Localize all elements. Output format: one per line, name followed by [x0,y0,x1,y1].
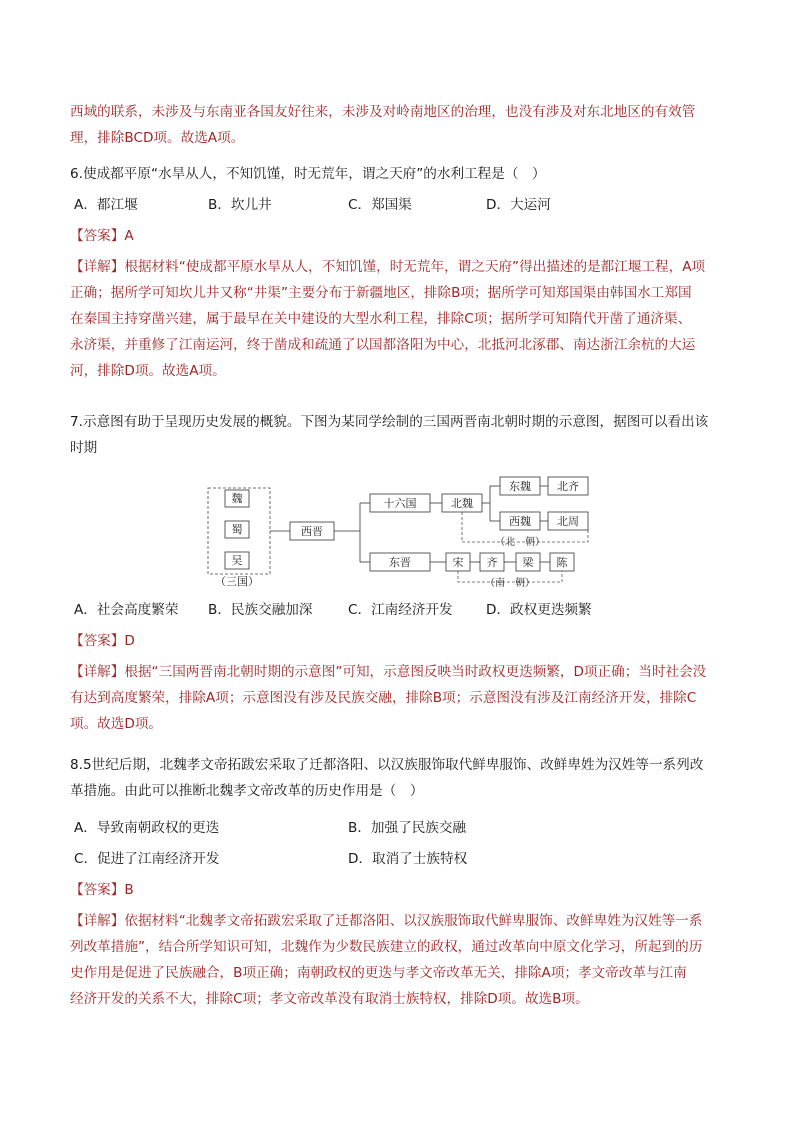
detail-text: 河，排除D项。故选A项。 [70,363,226,379]
dynasty-diagram [200,470,600,595]
beizhou-label: 北周 [557,515,579,528]
nanchao-label: （南 朝） [485,578,535,589]
detail-text: 史作用是促进了民族融合，B项正确；南朝政权的更迭与孝文帝改革无关，排除A项；孝文帝改革与江南 [70,965,687,981]
answer-label: 【答案】 [70,633,125,649]
detail-text: 永济渠，并重修了江南运河，终于凿成和疏通了以国都洛阳为中心，北抵河北涿郡、南达浙江余杭的大运 [70,337,696,353]
beiwei-label: 北魏 [451,497,473,510]
detail-text: 正确；据所学可知坎儿井又称“井渠”主要分布于新疆地区，排除B项；据所学可知郑国渠由韩国水工郑国 [70,285,692,301]
q6-question [70,161,730,187]
q6-options [74,192,674,218]
detail-text: 经济开发的关系不大，排除C项；孝文帝改革没有取消士族特权，排除D项。故选B项。 [70,991,589,1007]
xijin-label: 西晋 [301,525,323,538]
q6-answer [70,223,730,249]
detail-text: 根据材料“使成都平原水旱从人，不知饥馑，时无荒年，谓之天府”得出描述的是都江堰工程，A项 [124,259,706,275]
q8-question [70,752,730,804]
option-d: D．大运河 [486,197,551,213]
dongjin-label: 东晋 [389,556,411,569]
q7-detail [70,659,730,737]
wei-label: 魏 [231,492,243,505]
question-text: 8.5世纪后期，北魏孝文帝拓跋宏采取了迁都洛阳、以汉族服饰取代鲜卑服饰、改鲜卑姓为汉姓等一系列改 [70,757,704,773]
answer-label: 【答案】 [70,228,125,244]
q7-options [74,597,674,623]
q7-question [70,409,730,461]
option-b: B．民族交融加深 [208,602,313,618]
chen-label: 陈 [556,556,568,569]
question-text: 6.使成都平原“水旱从人，不知饥馑，时无荒年，谓之天府”的水利工程是（ ） [70,166,546,182]
answer-value: D [124,633,135,649]
option-d: D．政权更迭频繁 [486,602,592,618]
detail-text: 项。故选D项。 [70,716,163,732]
song-label: 宋 [452,556,464,569]
q8-answer [70,877,730,903]
q8-detail [70,908,730,1012]
detail-text: 在秦国主持穿凿兴建，属于最早在关中建设的大型水利工程，排除C项；据所学可知隋代开凿了通济渠、 [70,311,692,327]
detail-label: 【详解】 [70,259,125,275]
option-a: A．都江堰 [74,197,138,213]
wu-label: 吴 [231,554,243,567]
text-line: 西域的联系，未涉及与东南亚各国友好往来，未涉及对岭南地区的治理，也没有涉及对东北地区的有效管 [70,104,696,120]
question-text: 7.示意图有助于呈现历史发展的概貌。下图为某同学绘制的三国两晋南北朝时期的示意图，据图可以看出该 [70,414,709,430]
option-a: A．社会高度繁荣 [74,602,179,618]
option-d: D．取消了士族特权 [348,851,468,867]
detail-label: 【详解】 [70,664,125,680]
option-b: B．坎儿井 [208,197,272,213]
option-c: C．促进了江南经济开发 [74,851,220,867]
answer-value: B [124,882,134,898]
dongwei-label: 东魏 [509,480,531,493]
detail-text: 有达到高度繁荣，排除A项；示意图没有涉及民族交融，排除B项；示意图没有涉及江南经济开发，排除C [70,690,697,706]
q8-options-row2 [74,846,674,872]
option-b: B．加强了民族交融 [348,820,467,836]
detail-text: 列改革措施”，结合所学知识可知，北魏作为少数民族建立的政权，通过改革向中原文化学习，所起到的历 [70,939,703,955]
xiwei-label: 西魏 [509,515,531,528]
answer-value: A [124,228,134,244]
detail-text: 根据“三国两晋南北朝时期的示意图”可知，示意图反映当时政权更迭频繁，D项正确；当时社会没 [124,664,707,680]
q6-detail [70,254,730,384]
answer-label: 【答案】 [70,882,125,898]
liang-label: 梁 [522,556,534,569]
question-text: 时期 [70,440,98,456]
option-a: A．导致南朝政权的更迭 [74,820,220,836]
q7-answer [70,628,730,654]
question-text: 革措施。由此可以推断北魏孝文帝改革的历史作用是（ ） [70,783,424,799]
q8-options-row1 [74,815,674,841]
detail-text: 依据材料“北魏孝文帝拓跋宏采取了迁都洛阳、以汉族服饰取代鲜卑服饰、改鲜卑姓为汉姓等一系 [124,913,703,929]
option-c: C．江南经济开发 [348,602,453,618]
q5-explanation-tail [70,99,730,151]
option-c: C．郑国渠 [348,197,412,213]
text-line: 理，排除BCD项。故选A项。 [70,130,245,146]
detail-label: 【详解】 [70,913,125,929]
shiliuguo-label: 十六国 [383,497,417,510]
sanguo-label: （三国） [215,575,259,588]
beichao-label: （北 朝） [495,537,545,548]
shu-label: 蜀 [231,523,243,536]
beiqi-label: 北齐 [557,480,579,493]
qi-label: 齐 [486,556,498,569]
